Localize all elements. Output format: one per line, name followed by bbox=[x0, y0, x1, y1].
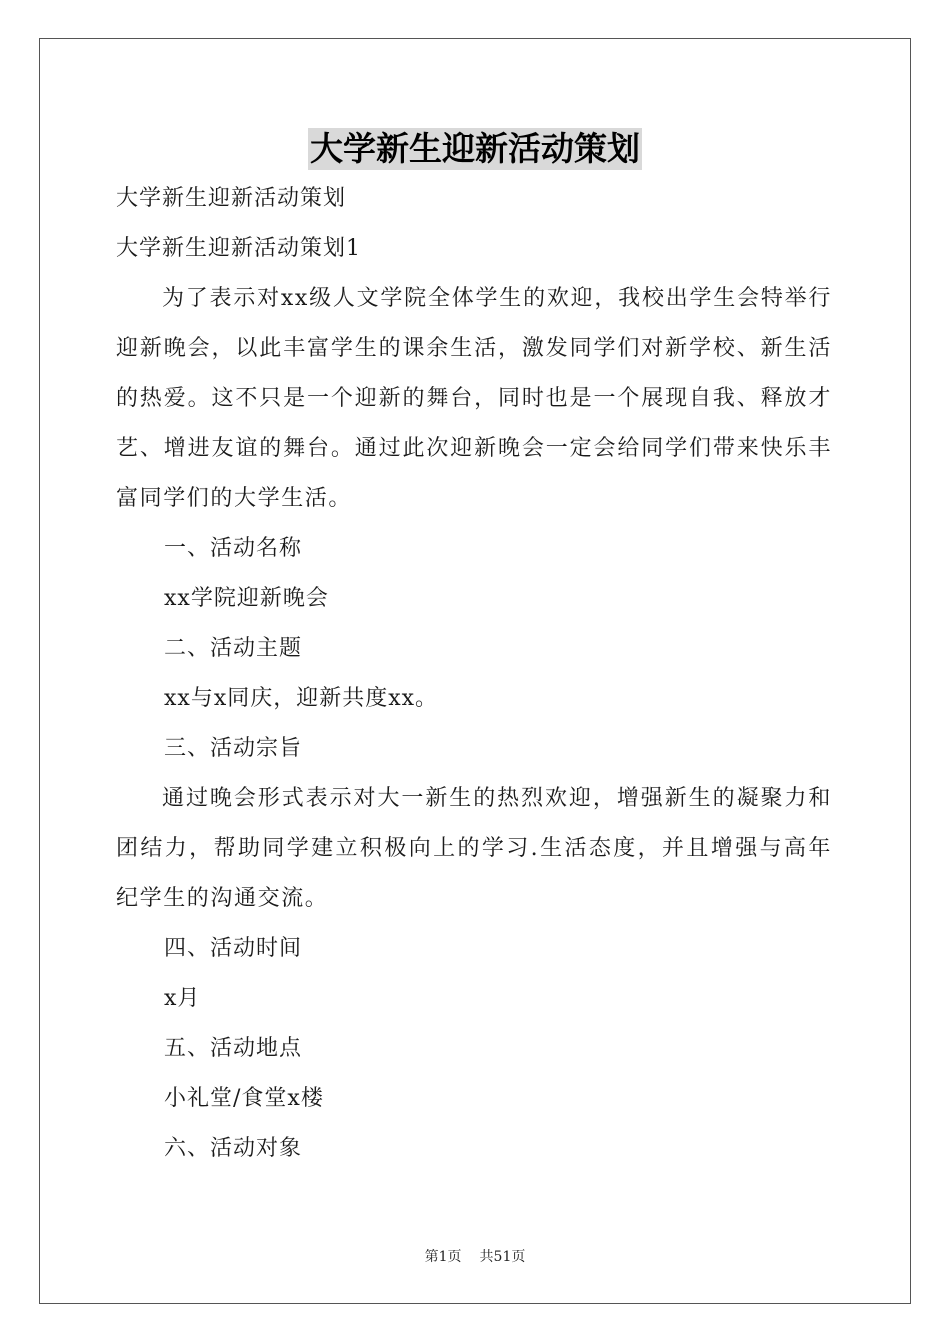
intro-paragraph: 为了表示对xx级人文学院全体学生的欢迎，我校出学生会特举行迎新晚会，以此丰富学生的课余生活，激发同学们对新学校、新生活的热爱。这不只是一个迎新的舞台，同时也是一个展现自我、释放才艺、增进友谊的舞台。通过此次迎新晚会一定会给同学们带来快乐丰富同学们的大学生活。 bbox=[116, 286, 832, 511]
page-footer bbox=[0, 1247, 950, 1267]
heading-activity-location: 五、活动地点 bbox=[164, 1036, 303, 1061]
activity-theme-value: xx与x同庆，迎新共度xx。 bbox=[164, 686, 439, 711]
document-body bbox=[116, 174, 832, 1174]
page-number: 第1页 bbox=[424, 1249, 462, 1265]
activity-name-value: xx学院迎新晚会 bbox=[164, 586, 329, 611]
page-total: 共51页 bbox=[479, 1249, 526, 1265]
heading-activity-purpose: 三、活动宗旨 bbox=[164, 736, 303, 761]
activity-time-value: x月 bbox=[164, 986, 201, 1011]
heading-activity-audience: 六、活动对象 bbox=[164, 1136, 303, 1161]
heading-activity-theme: 二、活动主题 bbox=[164, 636, 303, 661]
heading-activity-time: 四、活动时间 bbox=[164, 936, 303, 961]
subtitle-line: 大学新生迎新活动策划 bbox=[116, 186, 347, 211]
purpose-paragraph: 通过晚会形式表示对大一新生的热烈欢迎，增强新生的凝聚力和团结力，帮助同学建立积极向上的学习.生活态度，并且增强与高年纪学生的沟通交流。 bbox=[116, 786, 832, 911]
heading-activity-name: 一、活动名称 bbox=[164, 536, 303, 561]
activity-location-value: 小礼堂/食堂x楼 bbox=[164, 1086, 324, 1111]
section-heading: 大学新生迎新活动策划1 bbox=[116, 236, 361, 261]
title-container bbox=[0, 128, 950, 170]
document-title: 大学新生迎新活动策划 bbox=[310, 129, 640, 168]
